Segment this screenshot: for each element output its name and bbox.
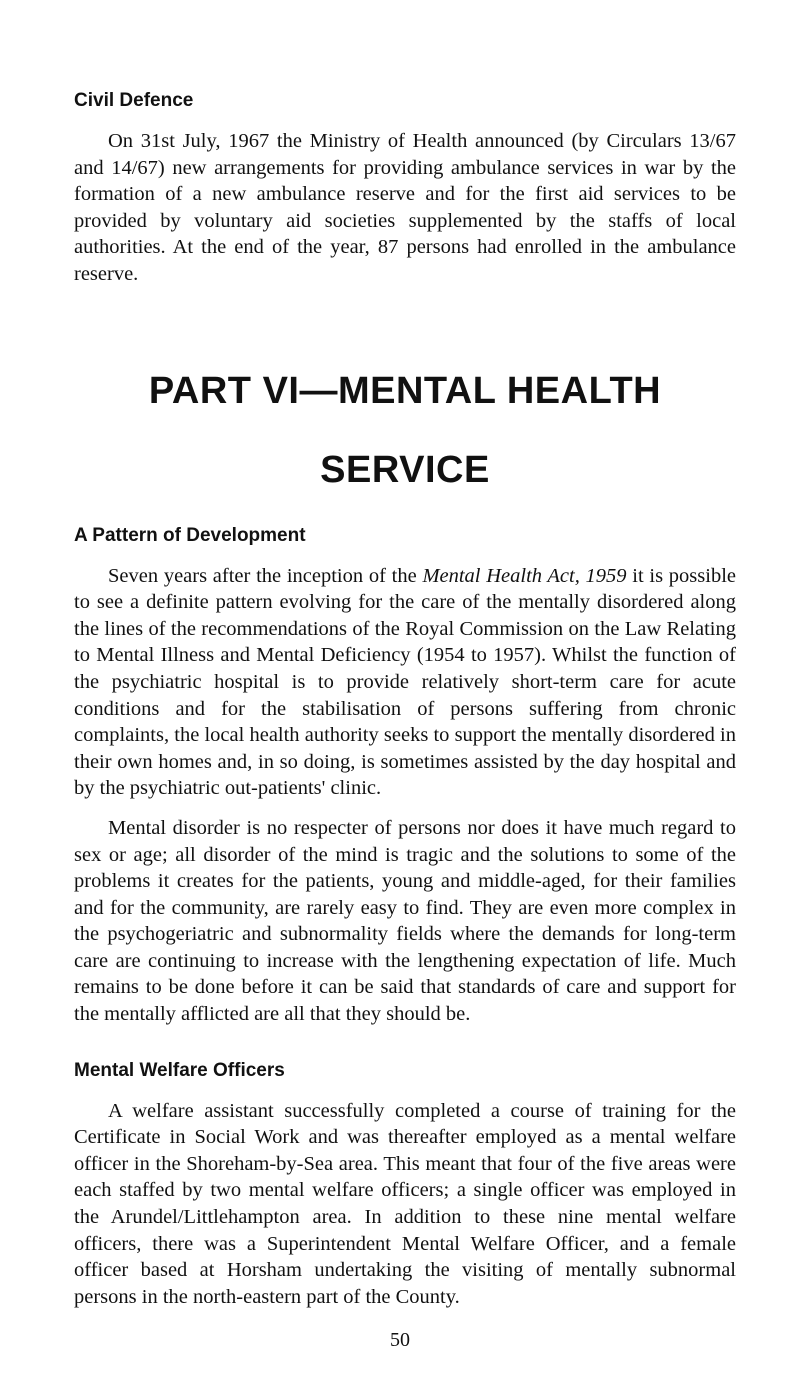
pattern-p1-after: it is possible to see a definite pattern evolving for the care of the mentally disordered along the lines of the recommendations of the Royal Commission on the Law Relating to Mental Illness and Mental Deficiency (1954 to 1957). Whilst the function of the psychiatric hospital is to provide relatively short-term care for acute conditions and for the stabilisation of persons suffering from chronic complaints, the local health authority seeks to support the mentally disordered in their own homes and, in so doing, is sometimes assisted by the day hospital and by the psychiatric out-patients' clinic. [74, 564, 737, 800]
welfare-officers-paragraph: A welfare assistant successfully completed a course of training for the Certificate in Social Work and was thereafter employed as a mental welfare officer in the Shoreham-by-Sea area. This meant that four of the five areas were each staffed by two mental welfare officers; a single officer was employed in the Arundel/Littlehampton area. In addition to these nine mental welfare officers, there was a Superintendent Mental Welfare Officer, and a female officer based at Horsham undertaking the visiting of mentally subnormal persons in the north-eastern part of the County. [74, 1099, 736, 1308]
civil-defence-heading: Civil Defence [74, 90, 194, 111]
pattern-paragraph-2: Mental disorder is no respecter of persons nor does it have much regard to sex or age; all disorder of the mind is tragic and the solutions to some of the problems it creates for the patients, young and middle-aged, for their families and for the community, are rarely easy to find. They are even more complex in the psychogeriatric and subnormality fields where the demands for long-term care are continuing to increase with the lengthening expectation of life. Much remains to be done before it can be said that standards of care and support for the mentally afflicted are all that they should be. [74, 816, 736, 1026]
pattern-p1-before: Seven years after the inception of the [108, 564, 423, 587]
mental-health-act-citation: Mental Health Act, 1959 [422, 564, 627, 587]
pattern-paragraph-1 [74, 563, 736, 802]
part-title-line-1: PART VI—MENTAL HEALTH [148, 369, 662, 412]
page-number: 50 [390, 1329, 410, 1351]
welfare-officers-heading: Mental Welfare Officers [74, 1059, 285, 1081]
part-title-line-2: SERVICE [320, 448, 490, 491]
document-page [74, 88, 736, 1310]
pattern-heading: A Pattern of Development [74, 524, 306, 546]
civil-defence-paragraph: On 31st July, 1967 the Ministry of Health announced (by Circulars 13/67 and 14/67) new arrangements for providing ambulance services in war by the formation of a new ambulance reserve and for the first aid services to be provided by voluntary aid societies supplemented by the staffs of local authorities. At the end of the year, 87 persons had enrolled in the ambulance reserve. [74, 130, 736, 285]
